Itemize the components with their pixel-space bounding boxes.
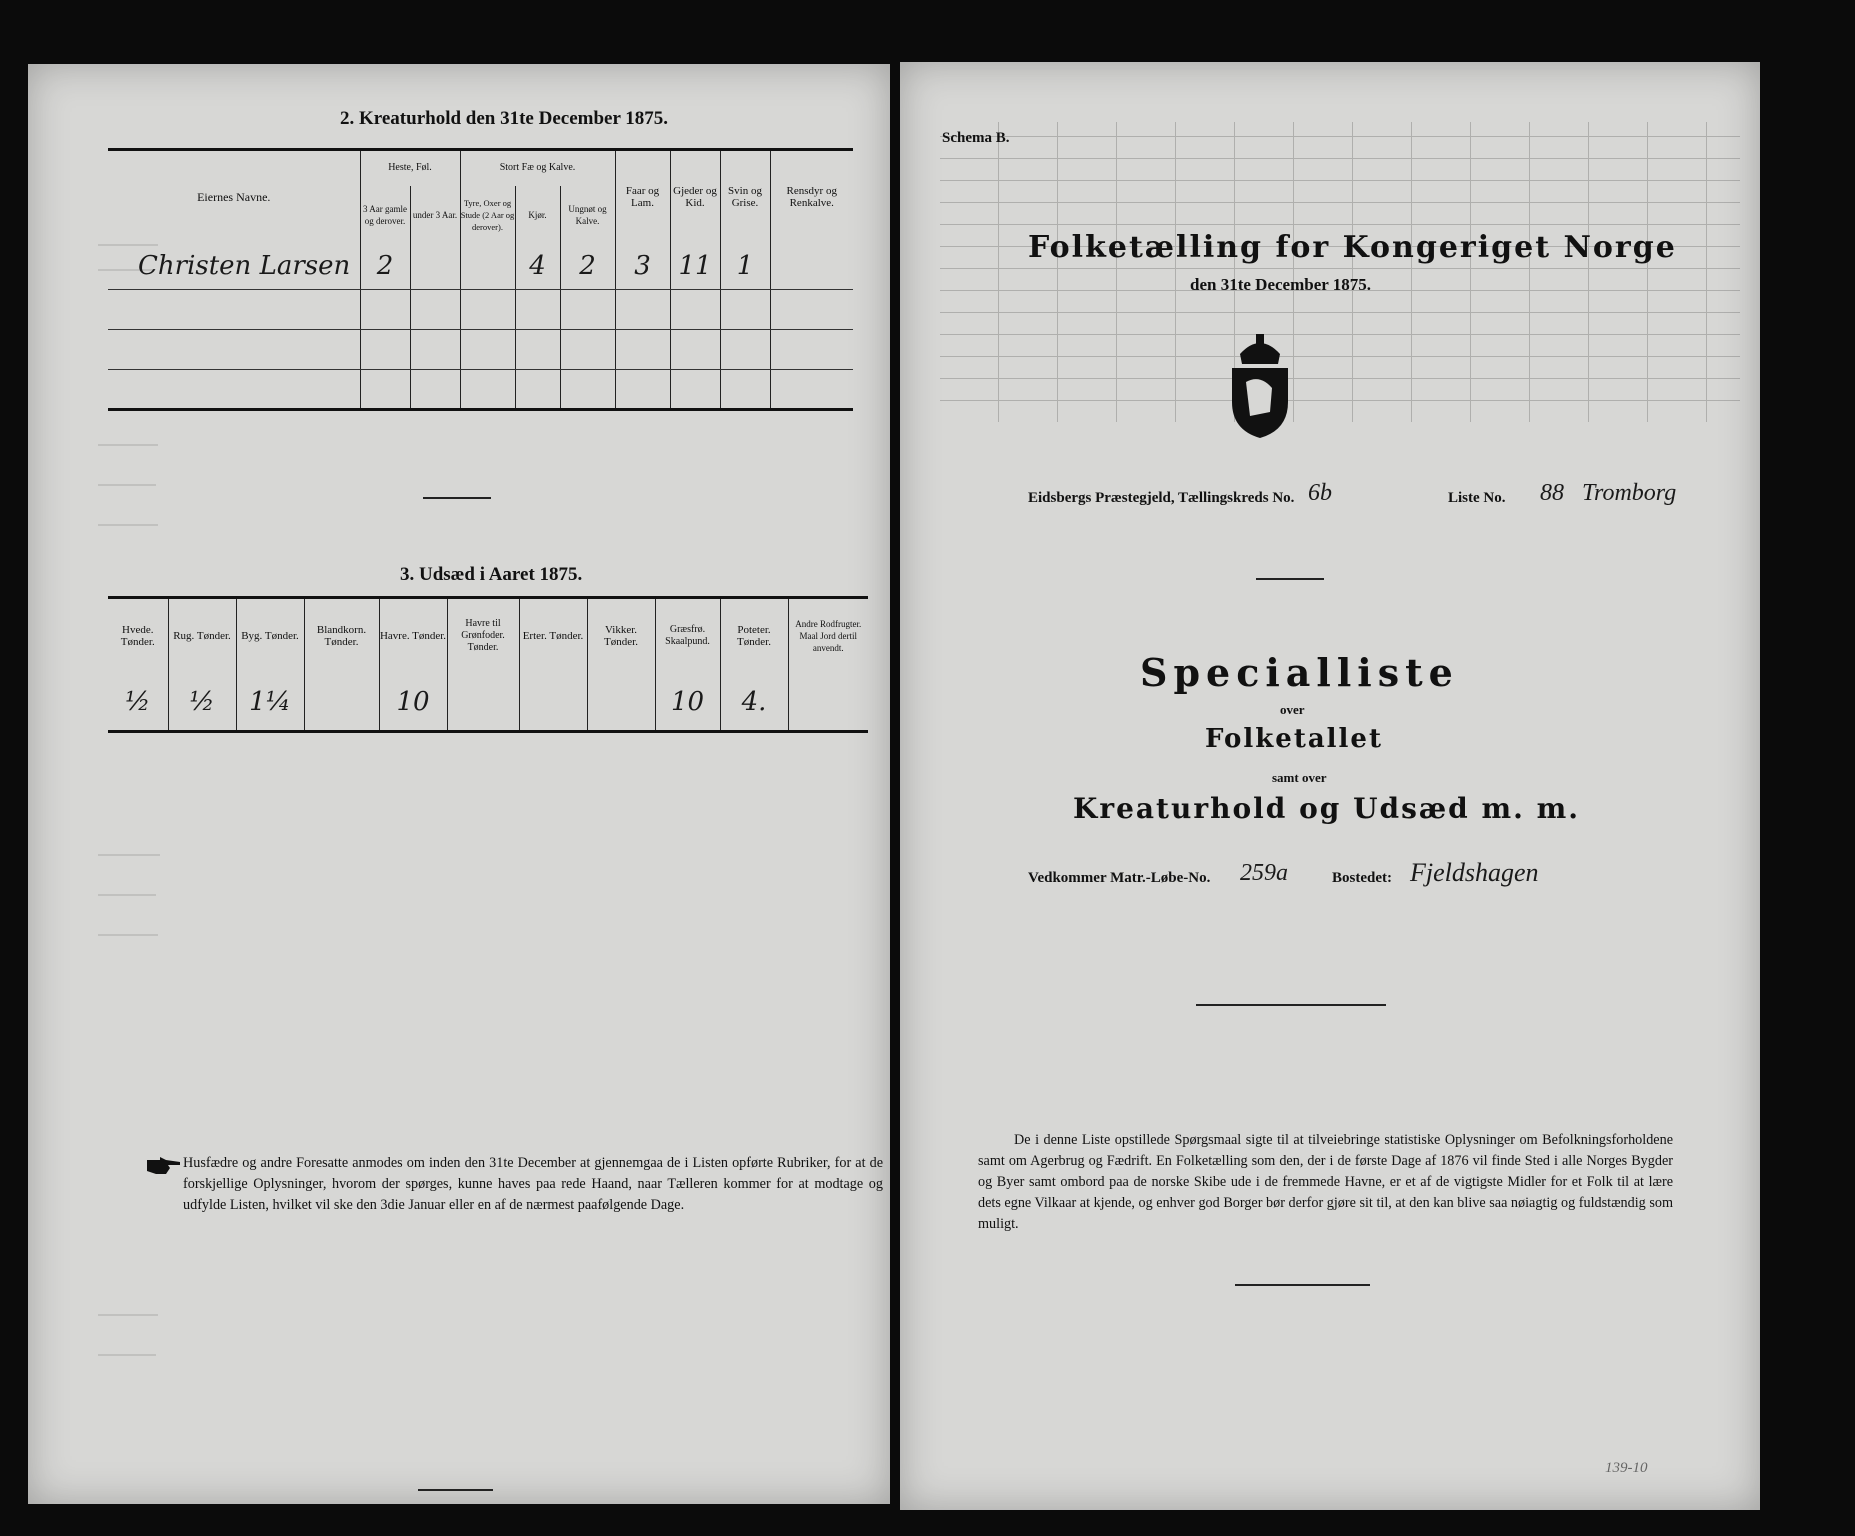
sowing-header: Havre til Grønfoder. Tønder. — [447, 598, 519, 674]
sowing-header: Græsfrø. Skaalpund. — [655, 598, 720, 674]
cell-value: 1 — [720, 244, 770, 290]
divider — [1235, 1284, 1370, 1286]
col-h1-header: 3 Aar gamle og derover. — [360, 186, 410, 244]
divider — [1256, 578, 1324, 580]
bleed-through-table — [940, 122, 1740, 422]
sowing-header: Havre. Tønder. — [379, 598, 447, 674]
sowing-header: Andre Rodfrugter. Maal Jord dertil anvendt. — [788, 598, 868, 674]
section3-title: 3. Udsæd i Aaret 1875. — [400, 564, 583, 585]
col-c1-header: Tyre, Oxer og Stude (2 Aar og derover). — [460, 186, 515, 244]
liste-value: 88 — [1540, 480, 1564, 506]
divider — [1196, 1004, 1386, 1006]
table-row — [108, 244, 853, 290]
col-h2-header: under 3 Aar. — [410, 186, 460, 244]
sowing-header: Byg. Tønder. — [236, 598, 304, 674]
folketallet-text: Folketallet — [1205, 724, 1383, 754]
purpose-paragraph: De i denne Liste opstillede Spørgsmaal sigte til at tilveiebringe statistiske Oplysninger om Befolkningsforholdene samt om Agerbrug og Fædrift. En Folketælling som den, der i de første Dage af 1876 vil finde Sted i alle Norges Bygder og Byer samt ombord paa de norske Skibe ude i de fremmede Havne, er et af de vigtigste Midler for et Folk til at lære dets egne Vilkaar at kjende, og enhver god Borger bør derfor gjøre sit til, at den kan blive saa nøiagtig og fuldstændig som muligt. — [978, 1132, 1673, 1232]
cell-value: 2 — [360, 244, 410, 290]
cell-value: 3 — [615, 244, 670, 290]
bleed-line — [98, 934, 158, 936]
date-line: den 31te December 1875. — [1190, 275, 1371, 294]
matr-value: 259a — [1240, 860, 1288, 886]
cell-value: 2 — [560, 244, 615, 290]
divider — [418, 1489, 493, 1491]
bleed-line — [98, 1354, 156, 1356]
cell-value: 1¼ — [236, 674, 304, 732]
col-reindeer-header: Rensdyr og Renkalve. — [770, 150, 853, 244]
liste-place: Tromborg — [1582, 480, 1677, 506]
livestock-table — [108, 148, 853, 411]
kreds-label: Tællingskreds No. — [1178, 490, 1295, 506]
table-row — [108, 370, 853, 410]
sowing-table — [108, 596, 868, 733]
corner-note: 139-10 — [1605, 1460, 1648, 1476]
specialliste-title: Specialliste — [1140, 650, 1459, 695]
coat-of-arms-icon — [1220, 332, 1300, 442]
matr-label: Vedkommer Matr.-Løbe-No. — [1028, 870, 1211, 886]
left-page — [28, 64, 890, 1504]
sowing-header: Hvede. Tønder. — [108, 598, 168, 674]
cell-value: 4 — [515, 244, 560, 290]
kreaturhold-line: Kreaturhold og Udsæd m. m. — [1073, 792, 1580, 825]
group-horses-header: Heste, Føl. — [360, 150, 460, 186]
section2-title: 2. Kreaturhold den 31te December 1875. — [340, 108, 669, 129]
cell-value — [587, 674, 655, 732]
over-text: over — [1280, 702, 1305, 717]
owner-name: Christen Larsen — [108, 244, 360, 290]
bleed-line — [98, 894, 156, 896]
bleed-line — [98, 1314, 158, 1316]
bleed-line — [98, 484, 156, 486]
cell-value — [770, 244, 853, 290]
samt-over-text: samt over — [1272, 770, 1327, 785]
col-c3-header: Ungnøt og Kalve. — [560, 186, 615, 244]
cell-value: ½ — [108, 674, 168, 732]
household-notice: Husfædre og andre Foresatte anmodes om inden den 31te December at gjennemgaa de i Listen opførte Rubriker, for at de forskjellige Oplysninger, hvorom der spørges, kunne haves paa rede Haand, naar Tælleren kommer for at modtage og udfylde Listen, hvilket vil ske den 3die Januar eller en af de nærmest paafølgende Dage. — [183, 1155, 883, 1213]
col-goats-header: Gjeder og Kid. — [670, 150, 720, 244]
divider — [423, 497, 491, 499]
cell-value: ½ — [168, 674, 236, 732]
sowing-header: Blandkorn. Tønder. — [304, 598, 379, 674]
cell-value — [304, 674, 379, 732]
sowing-header: Poteter. Tønder. — [720, 598, 788, 674]
cell-value: 10 — [655, 674, 720, 732]
col-pigs-header: Svin og Grise. — [720, 150, 770, 244]
cell-value — [788, 674, 868, 732]
bleed-line — [98, 524, 158, 526]
bosted-label: Bostedet: — [1332, 870, 1392, 886]
prestegjeld-label: Eidsbergs Præstegjeld, — [1028, 490, 1175, 506]
col-owner-header: Eiernes Navne. — [108, 150, 360, 244]
sowing-header: Vikker. Tønder. — [587, 598, 655, 674]
cell-value — [519, 674, 587, 732]
bleed-line — [98, 854, 160, 856]
table-row — [108, 330, 853, 370]
cell-value — [447, 674, 519, 732]
group-cattle-header: Stort Fæ og Kalve. — [460, 150, 615, 186]
bleed-line — [98, 444, 158, 446]
bosted-value: Fjeldshagen — [1410, 858, 1539, 887]
kreds-value: 6b — [1308, 480, 1332, 506]
cell-value: 10 — [379, 674, 447, 732]
col-sheep-header: Faar og Lam. — [615, 150, 670, 244]
sowing-header: Erter. Tønder. — [519, 598, 587, 674]
right-page — [900, 62, 1760, 1510]
schema-label: Schema B. — [942, 130, 1010, 146]
sowing-header: Rug. Tønder. — [168, 598, 236, 674]
cell-value — [460, 244, 515, 290]
main-title: Folketælling for Kongeriget Norge — [1028, 230, 1677, 265]
table-row — [108, 290, 853, 330]
cell-value — [410, 244, 460, 290]
col-c2-header: Kjør. — [515, 186, 560, 244]
cell-value: 11 — [670, 244, 720, 290]
table-row — [108, 674, 868, 732]
liste-label: Liste No. — [1448, 490, 1506, 506]
cell-value: 4. — [720, 674, 788, 732]
pointing-hand-icon — [146, 1156, 182, 1176]
